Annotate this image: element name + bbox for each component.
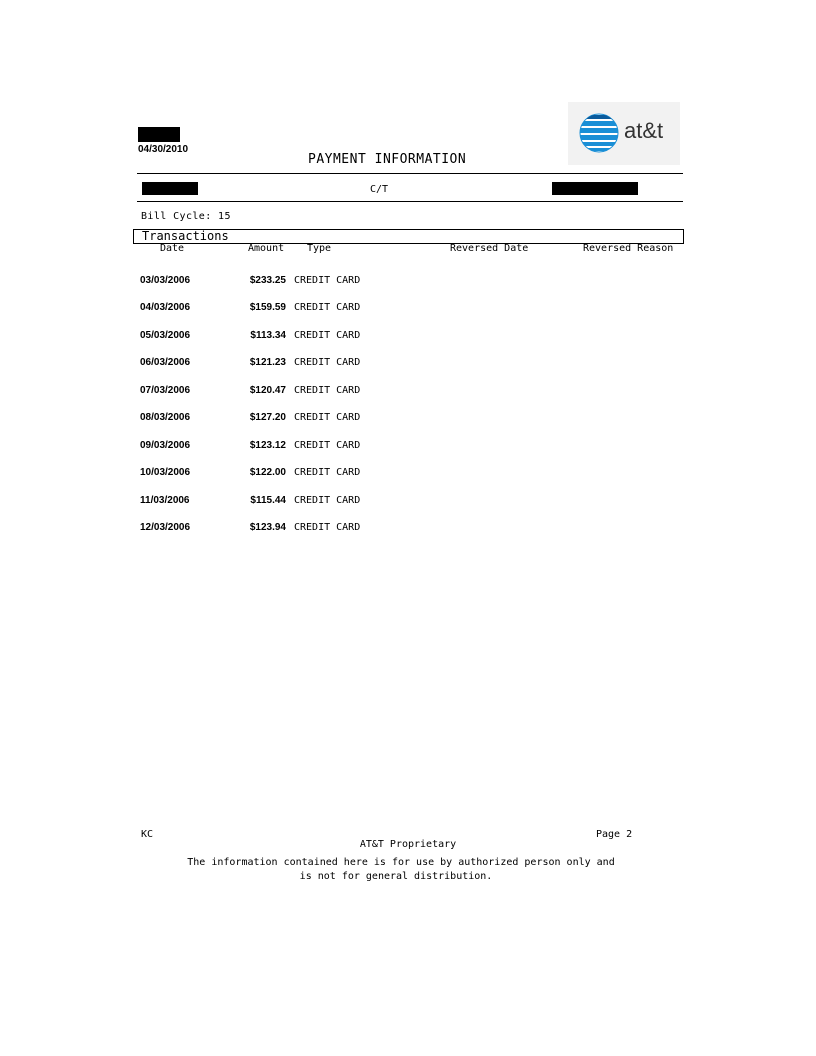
transaction-amount: $120.47 <box>249 385 286 396</box>
column-header-reversed-date: Reversed Date <box>450 243 529 254</box>
redacted-block-right <box>552 182 638 195</box>
transaction-type: CREDIT CARD <box>294 275 361 286</box>
bill-cycle: Bill Cycle: 15 <box>141 211 231 222</box>
column-header-type: Type <box>307 243 332 254</box>
page-title: PAYMENT INFORMATION <box>308 152 467 167</box>
redacted-block-left <box>142 182 198 195</box>
transaction-amount: $115.44 <box>250 495 286 506</box>
transaction-date: 07/03/2006 <box>140 385 191 396</box>
transaction-type: CREDIT CARD <box>294 302 361 313</box>
transaction-amount: $127.20 <box>249 412 286 423</box>
column-header-reversed-reason: Reversed Reason <box>583 243 674 254</box>
transactions-section-box <box>133 229 684 244</box>
transaction-type: CREDIT CARD <box>294 440 361 451</box>
transaction-type: CREDIT CARD <box>294 357 361 368</box>
transaction-amount: $233.25 <box>249 275 286 286</box>
transaction-type: CREDIT CARD <box>294 467 361 478</box>
transaction-date: 04/03/2006 <box>140 302 191 313</box>
transaction-type: CREDIT CARD <box>294 495 361 506</box>
header-rule-bottom <box>137 201 683 202</box>
transaction-date: 03/03/2006 <box>140 275 191 286</box>
footer-proprietary: AT&T Proprietary <box>359 839 457 850</box>
transaction-type: CREDIT CARD <box>294 412 361 423</box>
transaction-amount: $122.00 <box>249 467 286 478</box>
footer-notice-line1: The information contained here is for use by authorized person only and <box>187 857 615 868</box>
transaction-type: CREDIT CARD <box>294 330 361 341</box>
transaction-type: CREDIT CARD <box>294 522 361 533</box>
footer-notice-line2: is not for general distribution. <box>299 871 493 882</box>
transaction-date: 08/03/2006 <box>140 412 191 423</box>
footer-initials: KC <box>141 829 154 840</box>
transaction-date: 06/03/2006 <box>140 357 191 368</box>
transaction-amount: $159.59 <box>249 302 286 313</box>
transaction-amount: $123.94 <box>249 522 286 533</box>
transaction-date: 09/03/2006 <box>140 440 191 451</box>
ct-label: C/T <box>370 184 389 195</box>
att-logo-text: at&t <box>624 118 664 143</box>
column-header-amount: Amount <box>248 243 285 254</box>
transaction-date: 05/03/2006 <box>140 330 191 341</box>
transaction-type: CREDIT CARD <box>294 385 361 396</box>
transaction-date: 11/03/2006 <box>140 495 190 506</box>
header-rule-top <box>137 173 683 174</box>
column-header-date: Date <box>160 243 185 254</box>
transaction-amount: $113.34 <box>250 330 286 341</box>
transactions-title: Transactions <box>142 229 229 243</box>
report-date: 04/30/2010 <box>138 144 189 155</box>
transaction-amount: $121.23 <box>249 357 286 368</box>
att-logo <box>568 102 680 165</box>
transaction-date: 10/03/2006 <box>140 467 191 478</box>
footer-page-number: Page 2 <box>596 829 633 840</box>
transaction-date: 12/03/2006 <box>140 522 191 533</box>
transaction-amount: $123.12 <box>249 440 286 451</box>
redacted-block-top <box>138 127 180 142</box>
